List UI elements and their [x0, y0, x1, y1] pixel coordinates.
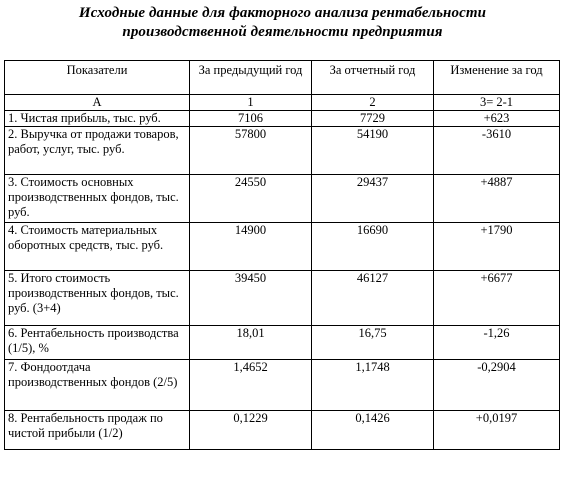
change-value: -1,26 — [434, 326, 560, 360]
factor-analysis-table — [4, 60, 560, 450]
reporting-year-value: 7729 — [312, 111, 434, 127]
index-cell: 3= 2-1 — [434, 95, 560, 111]
index-cell: А — [5, 95, 190, 111]
title-line-1: Исходные данные для факторного анализа рентабельности — [78, 5, 487, 21]
previous-year-value: 39450 — [190, 271, 312, 326]
previous-year-value: 7106 — [190, 111, 312, 127]
table-row — [5, 360, 560, 411]
reporting-year-value: 29437 — [312, 175, 434, 223]
change-value: +6677 — [434, 271, 560, 326]
previous-year-value: 0,1229 — [190, 411, 312, 450]
index-cell: 1 — [190, 95, 312, 111]
table-row — [5, 175, 560, 223]
row-label: 7. Фондоотдача производственных фондов (2/5) — [5, 360, 190, 411]
reporting-year-value: 54190 — [312, 127, 434, 175]
reporting-year-value: 1,1748 — [312, 360, 434, 411]
row-label: 1. Чистая прибыль, тыс. руб. — [5, 111, 190, 127]
header-previous-year: За предыдущий год — [190, 61, 312, 95]
index-cell: 2 — [312, 95, 434, 111]
row-label: 4. Стоимость материальных оборотных средств, тыс. руб. — [5, 223, 190, 271]
title-line-2: производственной деятельности предприятия — [122, 24, 443, 40]
header-change: Изменение за год — [434, 61, 560, 95]
row-label: 5. Итого стоимость производственных фондов, тыс. руб. (3+4) — [5, 271, 190, 326]
change-value: +623 — [434, 111, 560, 127]
document-title — [0, 4, 565, 42]
table-row — [5, 271, 560, 326]
previous-year-value: 57800 — [190, 127, 312, 175]
column-index-row — [5, 95, 560, 111]
table-row — [5, 326, 560, 360]
row-label: 3. Стоимость основных производственных фондов, тыс. руб. — [5, 175, 190, 223]
table-row — [5, 223, 560, 271]
row-label: 6. Рентабельность производства (1/5), % — [5, 326, 190, 360]
change-value: +1790 — [434, 223, 560, 271]
table-header-row — [5, 61, 560, 95]
previous-year-value: 18,01 — [190, 326, 312, 360]
change-value: +0,0197 — [434, 411, 560, 450]
change-value: -3610 — [434, 127, 560, 175]
change-value: -0,2904 — [434, 360, 560, 411]
header-indicators: Показатели — [5, 61, 190, 95]
row-label: 2. Выручка от продажи товаров, работ, услуг, тыс. руб. — [5, 127, 190, 175]
table-row — [5, 111, 560, 127]
header-reporting-year: За отчетный год — [312, 61, 434, 95]
table-row — [5, 127, 560, 175]
reporting-year-value: 46127 — [312, 271, 434, 326]
reporting-year-value: 0,1426 — [312, 411, 434, 450]
reporting-year-value: 16,75 — [312, 326, 434, 360]
previous-year-value: 1,4652 — [190, 360, 312, 411]
table-row — [5, 411, 560, 450]
previous-year-value: 14900 — [190, 223, 312, 271]
change-value: +4887 — [434, 175, 560, 223]
previous-year-value: 24550 — [190, 175, 312, 223]
row-label: 8. Рентабельность продаж по чистой прибыли (1/2) — [5, 411, 190, 450]
reporting-year-value: 16690 — [312, 223, 434, 271]
